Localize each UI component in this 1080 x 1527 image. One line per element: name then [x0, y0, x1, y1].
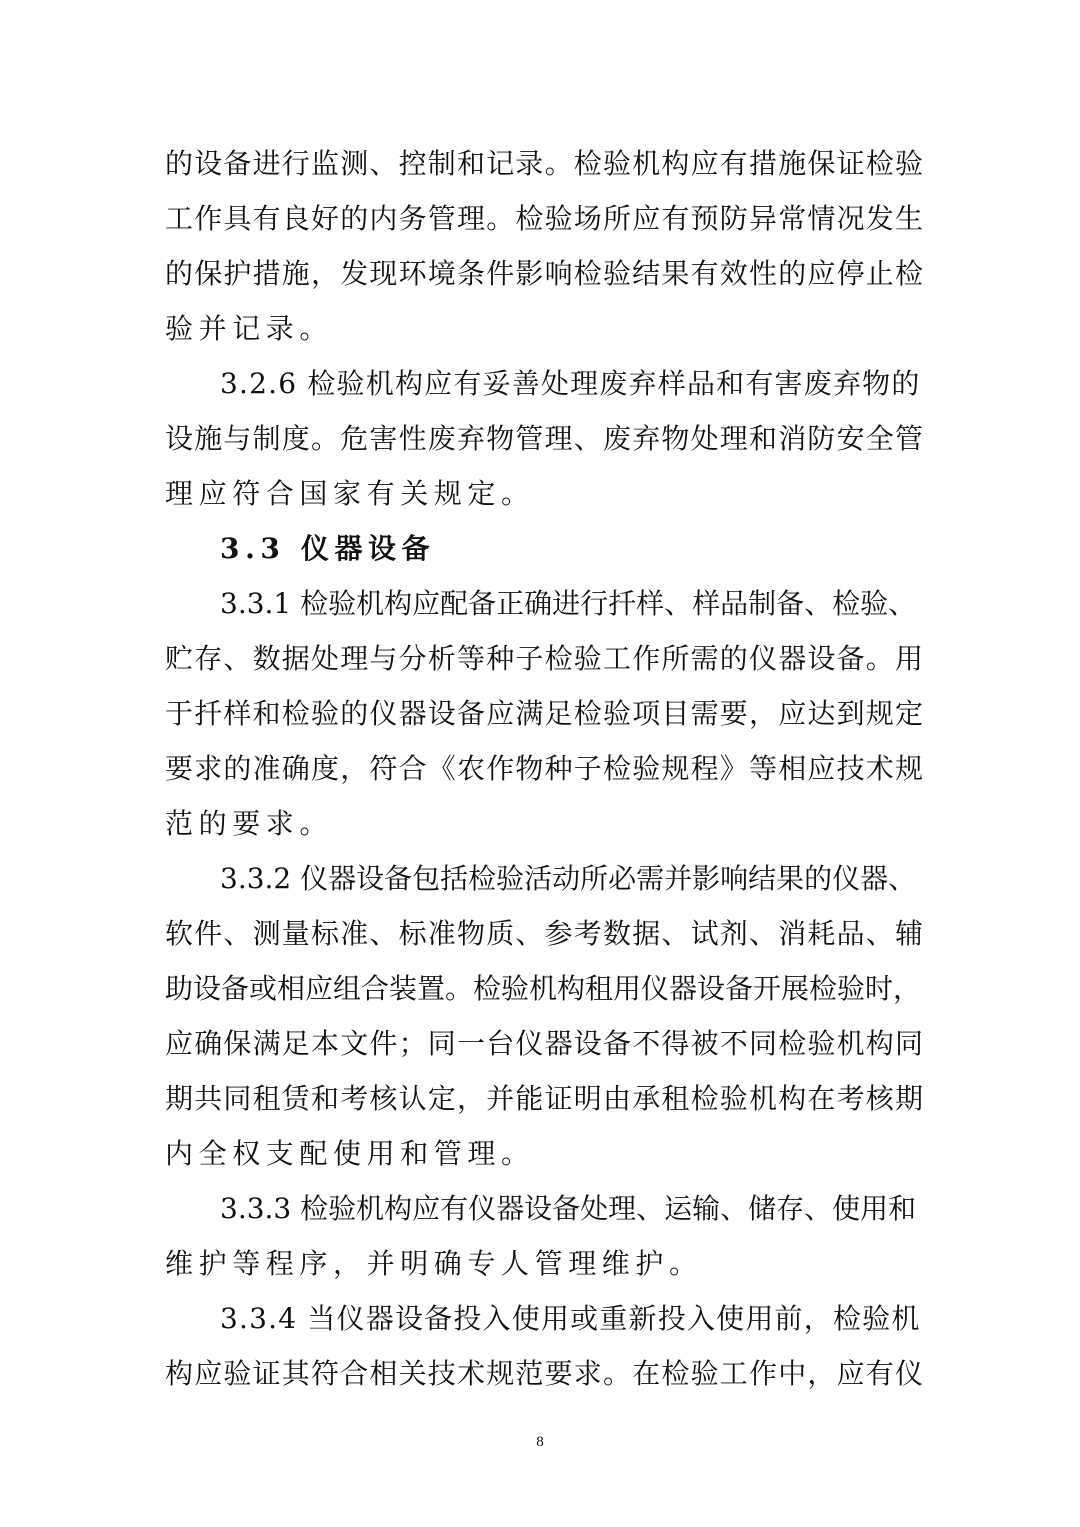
- paragraph-line: 贮存、数据处理与分析等种子检验工作所需的仪器设备。用: [165, 642, 925, 675]
- paragraph-line: 3.3.3 检验机构应有仪器设备处理、运输、储存、使用和: [220, 1192, 917, 1225]
- paragraph-line: 工作具有良好的内务管理。检验场所应有预防异常情况发生: [165, 202, 925, 235]
- paragraph-line: 的保护措施，发现环境条件影响检验结果有效性的应停止检: [165, 257, 925, 290]
- paragraph-line: 构应验证其符合相关技术规范要求。在检验工作中，应有仪: [165, 1357, 925, 1390]
- paragraph-line: 理应符合国家有关规定。: [165, 477, 535, 510]
- paragraph-line: 3.3.2 仪器设备包括检验活动所必需并影响结果的仪器、: [220, 862, 917, 895]
- paragraph-line: 设施与制度。危害性废弃物管理、废弃物处理和消防安全管: [165, 422, 925, 455]
- section-heading: 3.3 仪器设备: [220, 532, 436, 565]
- paragraph-line: 3.2.6 检验机构应有妥善处理废弃样品和有害废弃物的: [220, 367, 921, 400]
- paragraph-line: 维护等程序，并明确专人管理维护。: [165, 1247, 703, 1280]
- paragraph-line: 验并记录。: [165, 312, 334, 345]
- page-number: 8: [536, 1434, 544, 1450]
- paragraph-line: 于扦样和检验的仪器设备应满足检验项目需要，应达到规定: [165, 697, 925, 730]
- paragraph-line: 3.3.1 检验机构应配备正确进行扦样、样品制备、检验、: [220, 587, 917, 620]
- paragraph-line: 期共同租赁和考核认定，并能证明由承租检验机构在考核期: [165, 1082, 925, 1115]
- paragraph-line: 要求的准确度，符合《农作物种子检验规程》等相应技术规: [165, 752, 925, 785]
- paragraph-line: 应确保满足本文件；同一台仪器设备不得被不同检验机构同: [165, 1027, 925, 1060]
- paragraph-line: 范的要求。: [165, 807, 334, 840]
- paragraph-line: 3.3.4 当仪器设备投入使用或重新投入使用前，检验机: [220, 1302, 921, 1335]
- paragraph-line: 的设备进行监测、控制和记录。检验机构应有措施保证检验: [165, 147, 925, 180]
- paragraph-line: 助设备或相应组合装置。检验机构租用仪器设备开展检验时，: [165, 972, 922, 1005]
- paragraph-line: 内全权支配使用和管理。: [165, 1137, 535, 1170]
- paragraph-line: 软件、测量标准、标准物质、参考数据、试剂、消耗品、辅: [165, 917, 925, 950]
